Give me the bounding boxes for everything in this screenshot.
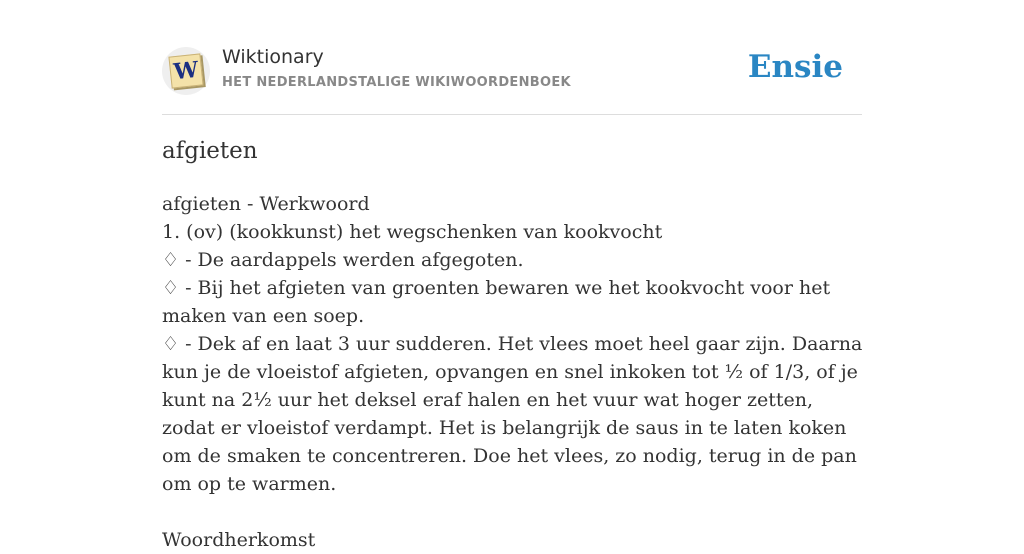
entry-headline: afgieten - Werkwoord [162, 193, 370, 215]
site-subtitle: HET NEDERLANDSTALIGE WIKIWOORDENBOEK [222, 75, 571, 90]
entry-definition: 1. (ov) (kookkunst) het wegschenken van kookvocht [162, 221, 663, 243]
wiktionary-logo[interactable] [162, 47, 210, 95]
site-name[interactable]: Wiktionary [222, 46, 324, 68]
site-header [162, 44, 862, 115]
entry-body [162, 190, 867, 554]
example-sentence: ♢ - Dek af en laat 3 uur sudderen. Het vlees moet heel gaar zijn. Daarna kun je de vloeistof afgieten, opvangen en snel inkoken tot ½ of 1/3, of je kunt na 2½ uur het deksel eraf halen en het vuur wat hoger zetten, zodat er vloeistof verdampt. Het is belangrijk de saus in te laten koken om de smaken te concentreren. Doe het vlees, zo nodig, terug in de pan om op te warmen. [162, 333, 863, 495]
page-title: afgieten [162, 138, 258, 164]
section-heading-etymology: Woordherkomst [162, 529, 316, 551]
example-sentence: ♢ - De aardappels werden afgegoten. [162, 249, 524, 271]
wiktionary-logo-tile: W [168, 53, 203, 88]
example-sentence: ♢ - Bij het afgieten van groenten bewaren we het kookvocht voor het maken van een soep. [162, 277, 831, 327]
ensie-brand-link[interactable]: Ensie [747, 49, 843, 85]
spacer [162, 498, 867, 526]
